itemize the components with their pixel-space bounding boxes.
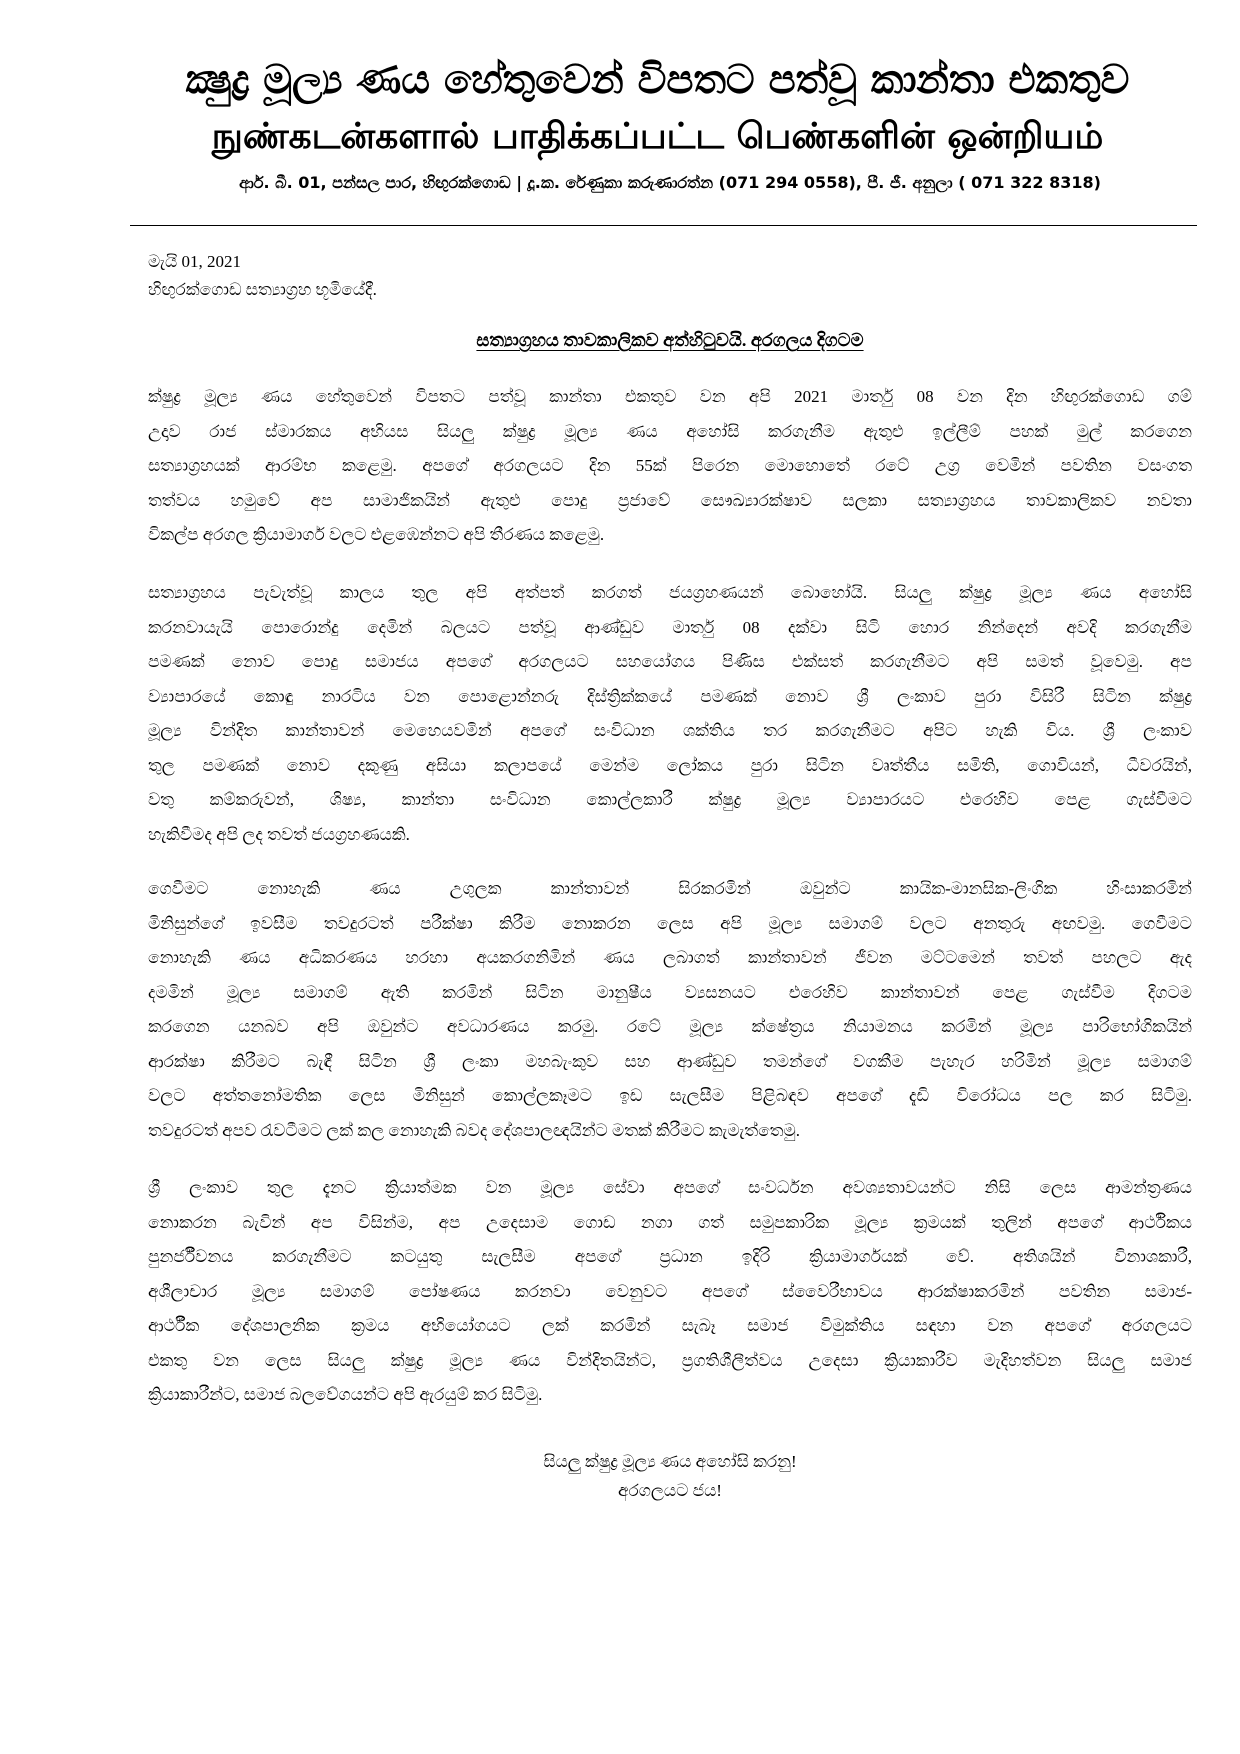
paragraph-line: නොහැකි ණය අධිකරණය හරහා අයකරගනිමින් ණය ලබාගත් කාන්තාවන් ජීවන මට්ටමෙන් තවත් පහලට ඇද <box>148 948 1192 967</box>
contact-address: ආර්. බී. 01, පන්සල පාර, හිඟුරක්ගොඩ | දූ.ක. රේණුකා කරුණාරත්න (071 294 0558), පී. ජී. අනුලා ( 071 322 8318) <box>239 173 1101 192</box>
paragraph-line: මූල්‍ය වින්දිත කාන්තාවන් මෙහෙයවමින් අපගේ සංවිධාන ශක්තිය තර කරගැනීමට අපිට හැකි විය. ශ්‍රී ලංකාව <box>148 721 1192 740</box>
paragraph-1 <box>148 380 1192 553</box>
paragraph-line: තවදුරටත් අපව රැවටීමට ලක් කල නොහැකි බවද දේශපාලඥයින්ට මතක් කිරීමට කැමැත්තෙමු. <box>148 1120 801 1140</box>
org-title-sinhala: ක්‍ෂුද්‍ර මූල්‍ය ණය හේතුවෙන් විපතට පත්වූ කාන්තා එකතුව <box>185 57 1130 103</box>
paragraph-line: පුනර්ජීවනය කරගැනීමට කටයුතු සැලසීම අපගේ ප්‍රධාන ඉදිරි ක්‍රියාමාර්ගයක් වේ. අතිශයින් විනාශකාරී, <box>148 1247 1192 1266</box>
letter-date: මැයි 01, 2021 <box>148 252 241 271</box>
paragraph-line: තත්වය හමුවේ අප සාමාජිකයින් ඇතුළු පොදු ප්‍රජාවේ සෞඛ්‍යාරක්ෂාව සලකා සත්‍යාග්‍රහය තාවකාලිකව නවතා <box>148 490 1192 510</box>
paragraph-line: ආර්ථීක දේශපාලනික ක්‍රමය අභියෝගයට ලක් කරමින් සැබෑ සමාජ විමුක්තිය සඳහා වන අපගේ අරගලයට <box>148 1316 1192 1335</box>
statement-heading <box>148 326 1192 354</box>
paragraph-line: කරගෙන යනබව අපි ඔවුන්ට අවධාරණය කරමු. රටේ මූල්‍ය ක්ෂේත්‍රය නියාමනය කරමින් මූල්‍ය පාරිභෝගිකයින් <box>148 1017 1192 1036</box>
paragraph-line: මිනිසුන්ගේ ඉවසීම තවදුරටත් පරීක්ෂා කිරීම නොකරන ලෙස අපි මූල්‍ය සමාගම් වලට අනතුරු අඟවමු. ගෙවීමට <box>148 913 1192 933</box>
paragraph-line: අශීලාචාර මූල්‍ය සමාගම් පෝෂණය කරනවා වෙනුවට අපගේ ස්වෛරීභාවය ආරක්ෂාකරමින් පවතින සමාජ- <box>148 1281 1192 1301</box>
paragraph-line: පමණක් නොව පොදු සමාජය අපගේ අරගලයට සහයෝගය පිණිස එක්සත් කරගැනීමට අපි සමත් වූවෙමු. අප <box>148 652 1192 671</box>
paragraph-line: ශ්‍රී ලංකාව තුල දැනට ක්‍රියාත්මක වන මූල්‍ය සේවා අපගේ සංවර්ධන අවශ්‍යතාවයන්ට නිසි ලෙස ආමන්ත්‍රණය <box>148 1178 1192 1197</box>
paragraph-line: තුල පමණක් නොව දකුණු අසියා කලාපයේ මෙන්ම ලෝකය පුරා සිටින වෘත්තීය සමිති, ගොවියන්, ධීවරයින්, <box>148 755 1192 775</box>
letter-place: හිඟුරක්ගොඩ සත්‍යාග්‍රහ භූමියේදී. <box>148 280 377 299</box>
paragraph-4 <box>148 1171 1192 1413</box>
paragraph-line: එකතු වන ලෙස සියලු ක්ෂුද්‍ර මූල්‍ය ණය වින්දිතයින්ට, ප්‍රගතිශීලීත්වය උදෙසා ක්‍රියාකාරීව මැදිහත්වන සියලු සමාජ <box>148 1350 1192 1370</box>
paragraph-line: සත්‍යාග්‍රහය පැවැත්වූ කාලය තුල අපි අත්පත් කරගත් ජයග්‍රහණයන් බොහෝයි. සියලු ක්ෂුද්‍ර මූල්‍ය ණය අහෝසි <box>148 583 1192 602</box>
statement-heading-text: සත්‍යාග්‍රහය තාවකාලිකව අත්හිටුවයි. අරගලය දිගටම <box>476 330 864 350</box>
paragraph-line: ව්‍යාපාරයේ කොඳු නාරටිය වන පොළොන්නරු දිස්ත්‍රික්කයේ පමණක් නොව ශ්‍රී ලංකාව පුරා විසිරී සිටින ක්ෂුද්‍ර <box>148 686 1192 706</box>
paragraph-line: වලට අත්තනෝමතික ලෙස මිනිසුන් කොල්ලකෑමට ඉඩ සැලසීම පිළිබඳව අපගේ දැඩි විරෝධය පල කර සිටිමු. <box>148 1086 1192 1105</box>
paragraph-line: ක්‍රියාකාරීන්ට, සමාජ බලවේගයන්ට අපි ඇරයුම් කර සිටිමු. <box>148 1385 543 1404</box>
paragraph-line: සත්‍යාග්‍රහයක් ආරම්භ කළෙමු. අපගේ අරගලයට දින 55ක් පිරෙන මොහොතේ රටේ උග්‍ර වෙමින් පවතින වසංගත <box>148 456 1192 475</box>
closing-slogan-1: සියලු ක්ෂුද්‍ර මූල්‍ය ණය අහෝසි කරනු! <box>543 1452 797 1471</box>
paragraph-line: විකල්ප අරගල ක්‍රියාමාර්ග වලට එළඹෙන්නට අපි තීරණය කළෙමු. <box>148 525 605 544</box>
header-divider <box>130 225 1197 226</box>
paragraph-line: ක්ෂුද්‍ර මූල්‍ය ණය හේතුවෙන් විපතට පත්වූ කාන්තා එකතුව වන අපි 2021 මාර්තු 08 වන දින හිඟුරක්ගොඩ ගම් <box>148 387 1192 406</box>
paragraph-line: දමමින් මූල්‍ය සමාගම් ඇති කරමින් සිටින මානුෂීය ව්‍යසනයට එරෙහිව කාන්තාවන් පෙළ ගැස්වීම දිගටම <box>148 982 1192 1002</box>
paragraph-line: වතු කම්කරුවන්, ශිෂ්‍ය, කාන්තා සංවිධාන කොල්ලකාරී ක්ෂුද්‍ර මූල්‍ය ව්‍යාපාරයට එරෙහිව පෙළ ගැස්වීමට <box>148 790 1192 809</box>
paragraph-line: හැකිවීමද අපි ලද තවත් ජයග්‍රහණයකි. <box>148 824 410 844</box>
paragraph-line: කරනවායැයි පොරොන්දු දෙමින් බලයට පත්වූ ආණ්ඩුව මාර්තු 08 දක්වා සිටි හොර නින්දෙන් අවදි කරගැනීම <box>148 617 1192 637</box>
paragraph-line: ගෙවීමට නොහැකි ණය උගුලක කාන්තාවන් සිරකරමින් ඔවුන්ට කායික-මානසික-ලිංගික හිංසාකරමින් <box>148 879 1192 898</box>
closing-slogans <box>148 1447 1192 1505</box>
paragraph-line: ආරක්ෂා කිරීමට බැඳී සිටින ශ්‍රී ලංකා මහබැංකුව සහ ආණ්ඩුව තමන්ගේ වගකීම පැහැර හරිමින් මූල්‍ය සමාගම් <box>148 1051 1192 1071</box>
paragraph-3 <box>148 872 1192 1148</box>
org-title-tamil: நுண்கடன்களால் பாதிக்கப்பட்ட பெண்களின் ஒன்றியம் <box>211 116 1104 157</box>
closing-slogan-2: අරගලයට ජය! <box>618 1481 722 1500</box>
paragraph-2 <box>148 576 1192 852</box>
paragraph-line: නොකරන බැවින් අප විසින්ම, අප උදෙසාම ගොඩ නගා ගත් සමුපකාරික මූල්‍ය ක්‍රමයක් තුලින් අපගේ ආර්ථිකය <box>148 1212 1192 1232</box>
paragraph-line: උදාව රාජ ස්මාරකය අභියස සියලු ක්ෂුද්‍ර මූල්‍ය ණය අහෝසි කරගැනීම ඇතුළු ඉල්ලීම් පහක් මුල් කරගෙන <box>148 421 1192 441</box>
